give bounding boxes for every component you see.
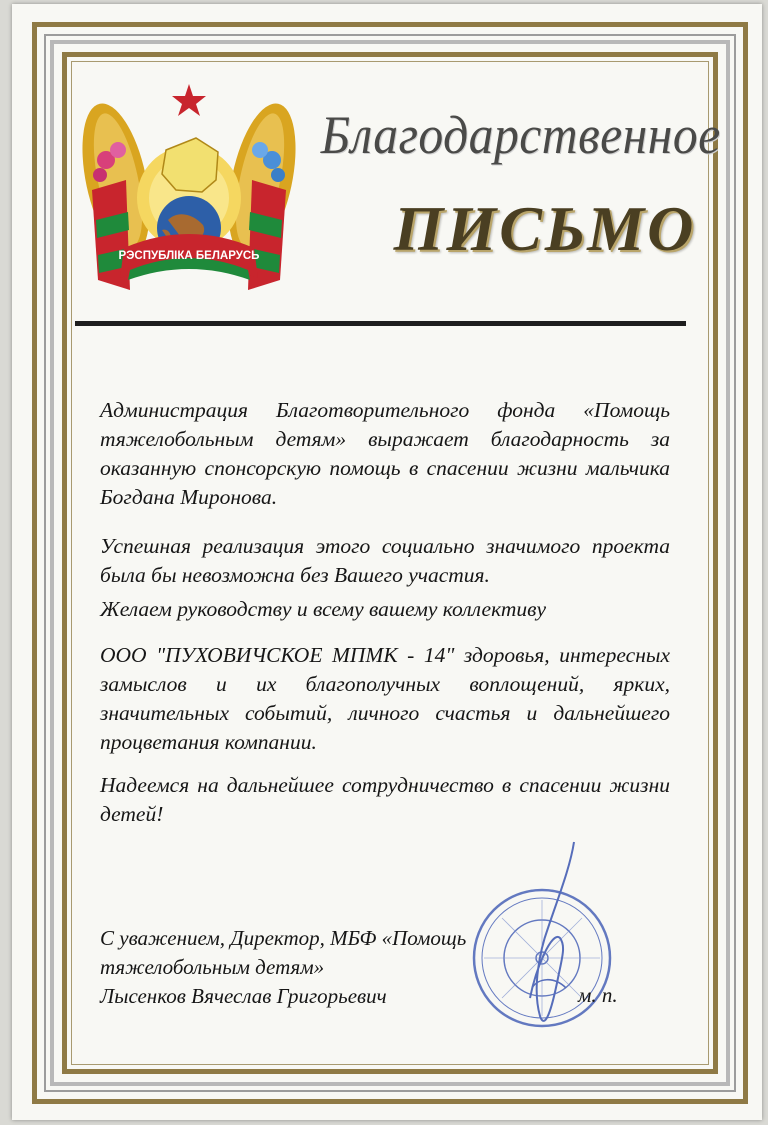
- stamp-mark-label: м. п.: [578, 983, 618, 1007]
- paragraph-hope: Надеемся на дальнейшее сотрудничество в спасении жизни детей!: [100, 773, 670, 826]
- signature-line-1: С уважением, Директор, МБФ «Помощь: [100, 926, 467, 950]
- paragraph-thanks: Администрация Благотворительного фонда «Помощь тяжелобольным детям» выражает благодарность за оказанную спонсорскую помощь в спасении жизни мальчика Богдана Миронова.: [100, 398, 670, 509]
- emblem-ribbon-text: РЭСПУБЛІКА БЕЛАРУСЬ: [118, 250, 260, 262]
- signature-name: Лысенков Вячеслав Григорьевич: [100, 984, 387, 1008]
- paragraph-wishes-company: ООО "ПУХОВИЧСКОЕ МПМК - 14" здоровья, интересных замыслов и их благополучных воплощений, ярких, значительных событий, личного счастья и дальнейшего процветания компании.: [100, 643, 670, 754]
- red-star-icon: [172, 84, 206, 116]
- signature-line-2: тяжелобольным детям»: [100, 955, 325, 979]
- belarus-map-icon: [162, 138, 218, 192]
- paragraph-success: Успешная реализация этого социально значимого проекта была бы невозможна без Вашего участия.: [100, 534, 670, 587]
- title-divider: [75, 321, 686, 326]
- belarus-coat-of-arms-icon: [78, 80, 300, 295]
- signature-block: [100, 924, 660, 1011]
- title-line-1: Благодарственное: [320, 105, 721, 165]
- paragraph-wishes-intro: Желаем руководству и всему вашему коллективу: [100, 597, 546, 621]
- title-line-2: ПИСЬМО: [393, 193, 697, 264]
